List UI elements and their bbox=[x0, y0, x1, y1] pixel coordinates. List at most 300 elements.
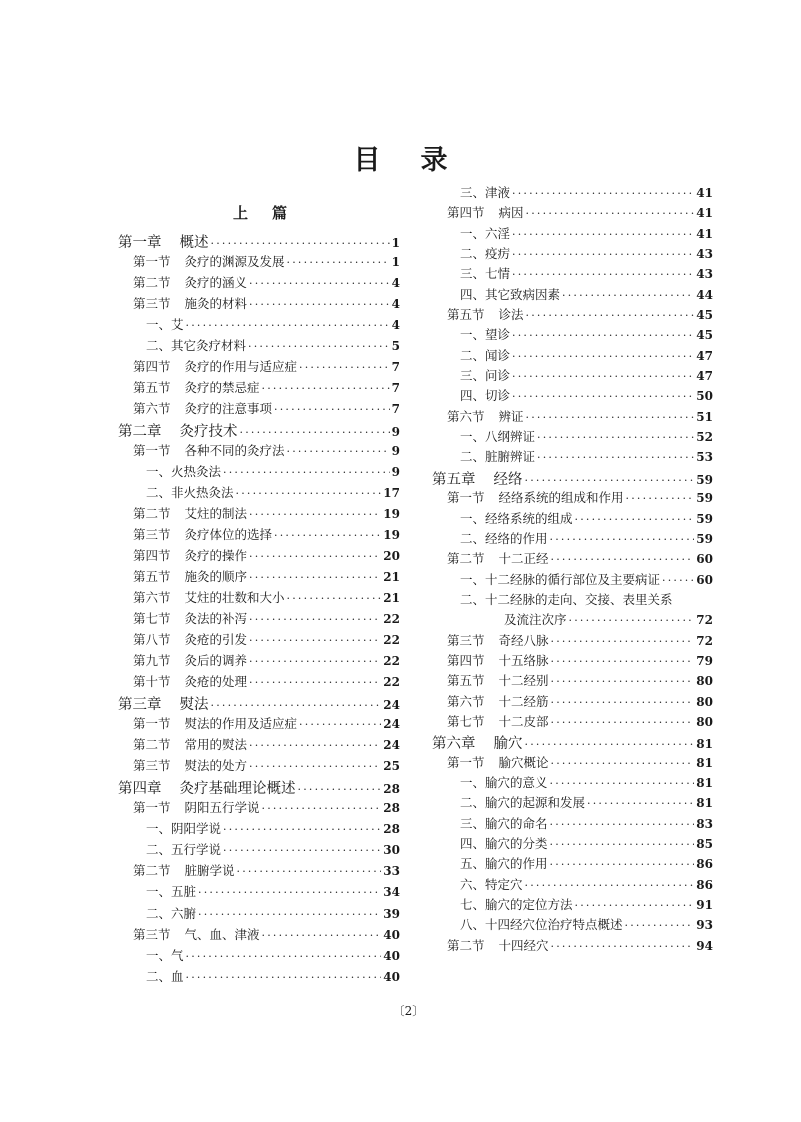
toc-section-entry bbox=[118, 798, 400, 819]
entry-page-number: 39 bbox=[383, 906, 400, 921]
entry-number: 第四节 bbox=[447, 652, 485, 668]
toc-item-entry bbox=[118, 483, 400, 504]
entry-page-number: 20 bbox=[383, 549, 400, 564]
dot-leader bbox=[248, 340, 390, 353]
toc-item-entry bbox=[118, 315, 400, 336]
entry-title: 四、其它致病因素 bbox=[460, 286, 561, 302]
dot-leader bbox=[625, 919, 695, 932]
entry-number: 第六节 bbox=[133, 401, 171, 417]
dot-leader bbox=[512, 268, 694, 281]
entry-title: 阴阳五行学说 bbox=[184, 800, 260, 816]
entry-title: 灸疮的引发 bbox=[184, 632, 248, 648]
entry-title: 三、七情 bbox=[460, 266, 511, 282]
entry-title: 一、六淫 bbox=[460, 225, 511, 241]
entry-title: 常用的熨法 bbox=[184, 737, 248, 753]
entry-page-number: 81 bbox=[696, 796, 713, 811]
toc-section-entry bbox=[118, 546, 400, 567]
dot-leader bbox=[298, 783, 382, 796]
dot-leader bbox=[287, 256, 390, 269]
entry-title: 十二经别 bbox=[498, 673, 549, 689]
dot-leader bbox=[262, 382, 390, 395]
dot-leader bbox=[249, 760, 381, 773]
entry-page-number: 43 bbox=[696, 267, 713, 282]
entry-page-number: 7 bbox=[391, 381, 400, 396]
entry-page-number: 9 bbox=[391, 444, 400, 459]
entry-page-number: 60 bbox=[696, 572, 713, 587]
entry-title: 二、五行学说 bbox=[146, 842, 222, 858]
entry-page-number: 17 bbox=[383, 486, 400, 501]
entry-page-number: 33 bbox=[383, 864, 400, 879]
entry-page-number: 9 bbox=[391, 425, 400, 440]
entry-title: 二、其它灸疗材料 bbox=[146, 338, 247, 354]
dot-leader bbox=[249, 550, 381, 563]
dot-leader bbox=[287, 592, 382, 605]
entry-title: 八、十四经穴位治疗特点概述 bbox=[460, 917, 623, 933]
entry-number: 第一章 bbox=[118, 235, 162, 251]
entry-title: 六、特定穴 bbox=[460, 876, 523, 892]
dot-leader bbox=[249, 277, 390, 290]
entry-page-number: 4 bbox=[391, 318, 400, 333]
entry-page-number: 83 bbox=[696, 816, 713, 831]
dot-leader bbox=[526, 411, 695, 424]
entry-number: 第二节 bbox=[133, 506, 171, 522]
entry-title: 脏腑学说 bbox=[184, 863, 235, 879]
dot-leader bbox=[551, 696, 695, 709]
entry-title: 灸疗的渊源及发展 bbox=[184, 254, 285, 270]
entry-page-number: 4 bbox=[391, 276, 400, 291]
entry-title: 灸疗的涵义 bbox=[184, 275, 248, 291]
entry-page-number: 28 bbox=[383, 801, 400, 816]
entry-title: 灸法的补泻 bbox=[184, 611, 248, 627]
entry-title: 灸疗技术 bbox=[179, 424, 238, 441]
entry-page-number: 86 bbox=[696, 877, 713, 892]
toc-section-entry bbox=[118, 651, 400, 672]
toc-item-entry bbox=[432, 875, 713, 895]
entry-page-number: 41 bbox=[696, 186, 713, 200]
dot-leader bbox=[249, 634, 381, 647]
entry-title: 灸疗体位的选择 bbox=[184, 527, 273, 543]
dot-leader bbox=[186, 319, 390, 332]
entry-title: 一、五脏 bbox=[146, 884, 197, 900]
toc-section-entry bbox=[118, 925, 400, 946]
entry-title: 三、津液 bbox=[460, 185, 511, 200]
entry-number: 第五节 bbox=[447, 673, 485, 689]
dot-leader bbox=[249, 655, 381, 668]
entry-title: 四、切诊 bbox=[460, 388, 511, 404]
dot-leader bbox=[512, 390, 694, 403]
entry-title: 二、非火热灸法 bbox=[146, 485, 234, 501]
entry-number: 第六节 bbox=[133, 590, 171, 606]
entry-number: 第三章 bbox=[118, 697, 162, 714]
entry-page-number: 81 bbox=[696, 775, 713, 790]
entry-page-number: 1 bbox=[391, 236, 400, 250]
entry-page-number: 91 bbox=[696, 898, 713, 913]
toc-item-entry bbox=[432, 570, 713, 590]
dot-leader bbox=[512, 228, 694, 241]
dot-leader bbox=[240, 426, 390, 439]
dot-leader bbox=[525, 879, 695, 892]
entry-title: 气、血、津液 bbox=[184, 926, 260, 942]
toc-section-entry bbox=[432, 712, 713, 732]
entry-title: 十五络脉 bbox=[498, 652, 549, 668]
entry-page-number: 22 bbox=[383, 633, 400, 648]
entry-number: 第三节 bbox=[133, 926, 171, 942]
entry-page-number: 24 bbox=[383, 738, 400, 753]
dot-leader bbox=[262, 802, 382, 815]
entry-page-number: 1 bbox=[391, 255, 400, 270]
toc-section-entry bbox=[118, 672, 400, 693]
toc-item-entry bbox=[118, 840, 400, 861]
toc-item-entry bbox=[432, 264, 713, 284]
part-heading: 上篇 bbox=[232, 204, 311, 222]
toc-section-entry bbox=[118, 588, 400, 609]
entry-number: 第三节 bbox=[133, 758, 171, 774]
toc-item-entry bbox=[432, 427, 713, 447]
toc-section-entry bbox=[432, 407, 713, 427]
toc-section-entry bbox=[118, 378, 400, 399]
toc-section-entry bbox=[118, 567, 400, 588]
toc-item-entry bbox=[432, 366, 713, 386]
entry-title: 一、十二经脉的循行部位及主要病证 bbox=[460, 571, 661, 587]
toc-section-entry bbox=[118, 357, 400, 378]
entry-title: 经络系统的组成和作用 bbox=[498, 490, 624, 506]
entry-number: 第四章 bbox=[118, 781, 162, 798]
entry-page-number: 72 bbox=[696, 633, 713, 648]
dot-leader bbox=[551, 757, 695, 770]
entry-page-number: 44 bbox=[696, 287, 713, 302]
toc-item-entry bbox=[432, 529, 713, 549]
entry-title: 熨法的作用及适应症 bbox=[184, 716, 298, 732]
entry-page-number: 22 bbox=[383, 612, 400, 627]
toc-item-entry bbox=[118, 336, 400, 357]
entry-title: 二、血 bbox=[146, 968, 184, 984]
toc-section-entry bbox=[432, 671, 713, 691]
entry-page-number: 47 bbox=[696, 369, 713, 384]
entry-number: 第一节 bbox=[447, 490, 485, 506]
dot-leader bbox=[274, 529, 381, 542]
dot-leader bbox=[249, 571, 381, 584]
dot-leader bbox=[551, 675, 695, 688]
toc-item-entry bbox=[118, 967, 400, 988]
entry-title: 腧穴 bbox=[493, 736, 523, 753]
toc-chapter-entry bbox=[118, 777, 400, 798]
page-number: 〔2〕 bbox=[392, 1004, 425, 1018]
dot-leader bbox=[186, 971, 382, 984]
toc-item-entry bbox=[118, 904, 400, 925]
entry-number: 第一节 bbox=[133, 800, 171, 816]
toc-section-entry bbox=[432, 651, 713, 671]
dot-leader bbox=[249, 676, 381, 689]
entry-page-number: 81 bbox=[696, 755, 713, 770]
entry-page-number: 4 bbox=[391, 297, 400, 312]
toc-section-entry bbox=[432, 488, 713, 508]
dot-leader bbox=[526, 309, 695, 322]
toc-item-entry bbox=[432, 590, 713, 610]
entry-number: 第八节 bbox=[133, 632, 171, 648]
toc-item-entry bbox=[432, 183, 713, 203]
entry-page-number: 30 bbox=[383, 843, 400, 858]
dot-leader bbox=[186, 950, 382, 963]
entry-page-number: 40 bbox=[383, 927, 400, 942]
entry-title: 灸疗的操作 bbox=[184, 548, 248, 564]
toc-item-entry bbox=[432, 610, 713, 630]
entry-page-number: 72 bbox=[696, 613, 713, 628]
entry-title: 十二正经 bbox=[498, 551, 549, 567]
dot-leader bbox=[512, 187, 694, 200]
entry-number: 第四节 bbox=[447, 205, 485, 221]
entry-number: 第二节 bbox=[133, 863, 171, 879]
dot-leader bbox=[249, 508, 381, 521]
entry-page-number: 50 bbox=[696, 389, 713, 404]
toc-section-entry bbox=[118, 609, 400, 630]
entry-page-number: 45 bbox=[696, 328, 713, 343]
entry-page-number: 19 bbox=[383, 507, 400, 522]
toc-item-entry bbox=[432, 895, 713, 915]
toc-section-entry bbox=[118, 861, 400, 882]
entry-number: 第二节 bbox=[447, 551, 485, 567]
entry-title: 灸疮的处理 bbox=[184, 674, 248, 690]
entry-page-number: 53 bbox=[696, 450, 713, 465]
entry-title: 十二经筋 bbox=[498, 693, 549, 709]
entry-title: 腧穴概论 bbox=[498, 754, 549, 770]
dot-leader bbox=[262, 929, 382, 942]
entry-page-number: 24 bbox=[383, 717, 400, 732]
toc-chapter-entry bbox=[118, 693, 400, 714]
dot-leader bbox=[211, 237, 390, 250]
toc-column-right bbox=[432, 183, 713, 956]
toc-item-entry bbox=[432, 224, 713, 244]
entry-number: 第五章 bbox=[432, 471, 476, 488]
toc-item-entry bbox=[432, 386, 713, 406]
dot-leader bbox=[249, 298, 390, 311]
toc-section-entry bbox=[118, 525, 400, 546]
entry-page-number: 86 bbox=[696, 857, 713, 872]
dot-leader bbox=[551, 553, 695, 566]
dot-leader bbox=[512, 329, 694, 342]
entry-title: 二、腧穴的起源和发展 bbox=[460, 795, 586, 811]
entry-number: 第五节 bbox=[447, 307, 485, 323]
entry-title: 各种不同的灸疗法 bbox=[184, 443, 285, 459]
entry-title: 奇经八脉 bbox=[498, 632, 549, 648]
dot-leader bbox=[537, 431, 694, 444]
entry-title: 经络 bbox=[493, 471, 523, 488]
dot-leader bbox=[551, 940, 695, 953]
toc-item-entry bbox=[118, 462, 400, 483]
entry-title: 三、问诊 bbox=[460, 368, 511, 384]
entry-title: 灸疗的禁忌症 bbox=[184, 380, 260, 396]
entry-title: 二、十二经脉的走向、交接、表里关系 bbox=[460, 591, 673, 607]
entry-title: 二、六腑 bbox=[146, 905, 197, 921]
entry-page-number: 25 bbox=[383, 759, 400, 774]
dot-leader bbox=[551, 635, 695, 648]
entry-title: 二、经络的作用 bbox=[460, 530, 548, 546]
entry-page-number: 47 bbox=[696, 348, 713, 363]
toc-section-entry bbox=[432, 203, 713, 223]
dot-leader bbox=[551, 716, 695, 729]
entry-page-number: 59 bbox=[696, 472, 713, 487]
entry-number: 第十节 bbox=[133, 674, 171, 690]
entry-page-number: 85 bbox=[696, 837, 713, 851]
toc-section-entry bbox=[432, 692, 713, 712]
entry-number: 第四节 bbox=[133, 548, 171, 564]
entry-title: 艾炷的制法 bbox=[184, 506, 248, 522]
dot-leader bbox=[551, 655, 695, 668]
dot-leader bbox=[562, 289, 694, 302]
dot-leader bbox=[550, 858, 695, 871]
entry-title: 熨法的处方 bbox=[184, 758, 248, 774]
entry-number: 第一节 bbox=[447, 754, 485, 770]
entry-title: 七、腧穴的定位方法 bbox=[460, 897, 573, 913]
entry-title: 诊法 bbox=[498, 307, 524, 323]
toc-section-entry bbox=[118, 714, 400, 735]
entry-number: 第三节 bbox=[133, 527, 171, 543]
toc-item-entry bbox=[118, 819, 400, 840]
entry-title: 一、八纲辨证 bbox=[460, 429, 536, 445]
entry-title: 概述 bbox=[179, 235, 209, 251]
dot-leader bbox=[626, 492, 695, 505]
toc-chapter-entry bbox=[118, 420, 400, 441]
entry-page-number: 7 bbox=[391, 402, 400, 417]
dot-leader bbox=[249, 739, 381, 752]
dot-leader bbox=[587, 797, 694, 810]
entry-title: 辨证 bbox=[498, 408, 524, 424]
dot-leader bbox=[299, 361, 390, 374]
dot-leader bbox=[223, 823, 381, 836]
dot-leader bbox=[299, 718, 381, 731]
entry-title: 及流注次序 bbox=[504, 612, 567, 628]
entry-title: 一、艾 bbox=[146, 317, 184, 333]
dot-leader bbox=[662, 574, 694, 587]
entry-title: 一、经络系统的组成 bbox=[460, 510, 573, 526]
entry-title: 灸疗基础理论概述 bbox=[179, 781, 296, 798]
entry-page-number: 59 bbox=[696, 491, 713, 506]
entry-title: 一、阴阳学说 bbox=[146, 821, 222, 837]
dot-leader bbox=[249, 613, 381, 626]
entry-number: 第六节 bbox=[447, 408, 485, 424]
toc-section-entry bbox=[118, 735, 400, 756]
toc-section-entry bbox=[432, 631, 713, 651]
toc-section-entry bbox=[118, 399, 400, 420]
entry-page-number: 24 bbox=[383, 698, 400, 713]
toc-section-entry bbox=[118, 252, 400, 273]
entry-page-number: 52 bbox=[696, 430, 713, 445]
entry-title: 十四经穴 bbox=[498, 937, 549, 953]
entry-page-number: 21 bbox=[383, 591, 400, 606]
entry-page-number: 41 bbox=[696, 226, 713, 241]
entry-number: 第二节 bbox=[447, 937, 485, 953]
dot-leader bbox=[223, 844, 381, 857]
dot-leader bbox=[550, 777, 695, 790]
toc-item-entry bbox=[118, 946, 400, 967]
entry-number: 第五节 bbox=[133, 380, 171, 396]
entry-page-number: 19 bbox=[383, 528, 400, 543]
entry-page-number: 43 bbox=[696, 247, 713, 262]
dot-leader bbox=[575, 513, 695, 526]
toc-section-entry bbox=[432, 549, 713, 569]
toc-item-entry bbox=[118, 882, 400, 903]
toc-chapter-entry bbox=[118, 231, 400, 252]
entry-page-number: 28 bbox=[383, 822, 400, 837]
dot-leader bbox=[237, 865, 382, 878]
entry-number: 第九节 bbox=[133, 653, 171, 669]
entry-page-number: 80 bbox=[696, 674, 713, 689]
entry-number: 第七节 bbox=[447, 713, 485, 729]
dot-leader bbox=[236, 487, 382, 500]
entry-page-number: 40 bbox=[383, 969, 400, 984]
entry-title: 五、腧穴的作用 bbox=[460, 856, 548, 872]
entry-page-number: 40 bbox=[383, 948, 400, 963]
entry-page-number: 94 bbox=[696, 938, 713, 953]
toc-item-entry bbox=[432, 834, 713, 854]
dot-leader bbox=[223, 466, 390, 479]
entry-page-number: 41 bbox=[696, 206, 713, 221]
entry-page-number: 80 bbox=[696, 714, 713, 729]
entry-title: 一、腧穴的意义 bbox=[460, 774, 548, 790]
page-title: 目录 bbox=[353, 145, 488, 176]
toc-column-left bbox=[118, 231, 400, 988]
entry-number: 第四节 bbox=[133, 359, 171, 375]
entry-title: 四、腧穴的分类 bbox=[460, 836, 548, 851]
toc-item-entry bbox=[432, 773, 713, 793]
entry-title: 病因 bbox=[498, 205, 524, 221]
dot-leader bbox=[512, 350, 694, 363]
entry-number: 第三节 bbox=[447, 632, 485, 648]
dot-leader bbox=[211, 699, 382, 712]
toc-section-entry bbox=[432, 305, 713, 325]
entry-title: 十二皮部 bbox=[498, 713, 549, 729]
dot-leader bbox=[525, 474, 695, 487]
dot-leader bbox=[198, 908, 381, 921]
toc-item-entry bbox=[432, 915, 713, 935]
entry-page-number: 79 bbox=[696, 653, 713, 668]
dot-leader bbox=[287, 445, 390, 458]
toc-section-entry bbox=[118, 630, 400, 651]
dot-leader bbox=[274, 403, 390, 416]
dot-leader bbox=[575, 899, 695, 912]
toc-item-entry bbox=[432, 285, 713, 305]
entry-page-number: 80 bbox=[696, 694, 713, 709]
entry-title: 灸疗的作用与适应症 bbox=[184, 359, 298, 375]
entry-page-number: 81 bbox=[696, 737, 713, 752]
dot-leader bbox=[550, 818, 695, 831]
entry-number: 第二章 bbox=[118, 424, 162, 441]
entry-title: 二、脏腑辨证 bbox=[460, 449, 536, 465]
toc-section-entry bbox=[118, 756, 400, 777]
entry-title: 灸后的调养 bbox=[184, 653, 248, 669]
entry-title: 三、腧穴的命名 bbox=[460, 815, 548, 831]
toc-chapter-entry bbox=[432, 468, 713, 488]
dot-leader bbox=[526, 207, 695, 220]
dot-leader bbox=[512, 248, 694, 261]
entry-title: 施灸的顺序 bbox=[184, 569, 248, 585]
dot-leader bbox=[512, 370, 694, 383]
toc-section-entry bbox=[118, 441, 400, 462]
entry-title: 二、闻诊 bbox=[460, 347, 511, 363]
entry-page-number: 9 bbox=[391, 465, 400, 480]
dot-leader bbox=[550, 533, 695, 546]
entry-page-number: 7 bbox=[391, 360, 400, 375]
toc-section-entry bbox=[432, 936, 713, 956]
entry-number: 第五节 bbox=[133, 569, 171, 585]
toc-section-entry bbox=[432, 753, 713, 773]
entry-page-number: 60 bbox=[696, 552, 713, 567]
entry-page-number: 45 bbox=[696, 308, 713, 323]
entry-number: 第二节 bbox=[133, 737, 171, 753]
dot-leader bbox=[537, 451, 694, 464]
toc-item-entry bbox=[432, 509, 713, 529]
entry-title: 一、望诊 bbox=[460, 327, 511, 343]
toc-item-entry bbox=[432, 447, 713, 467]
